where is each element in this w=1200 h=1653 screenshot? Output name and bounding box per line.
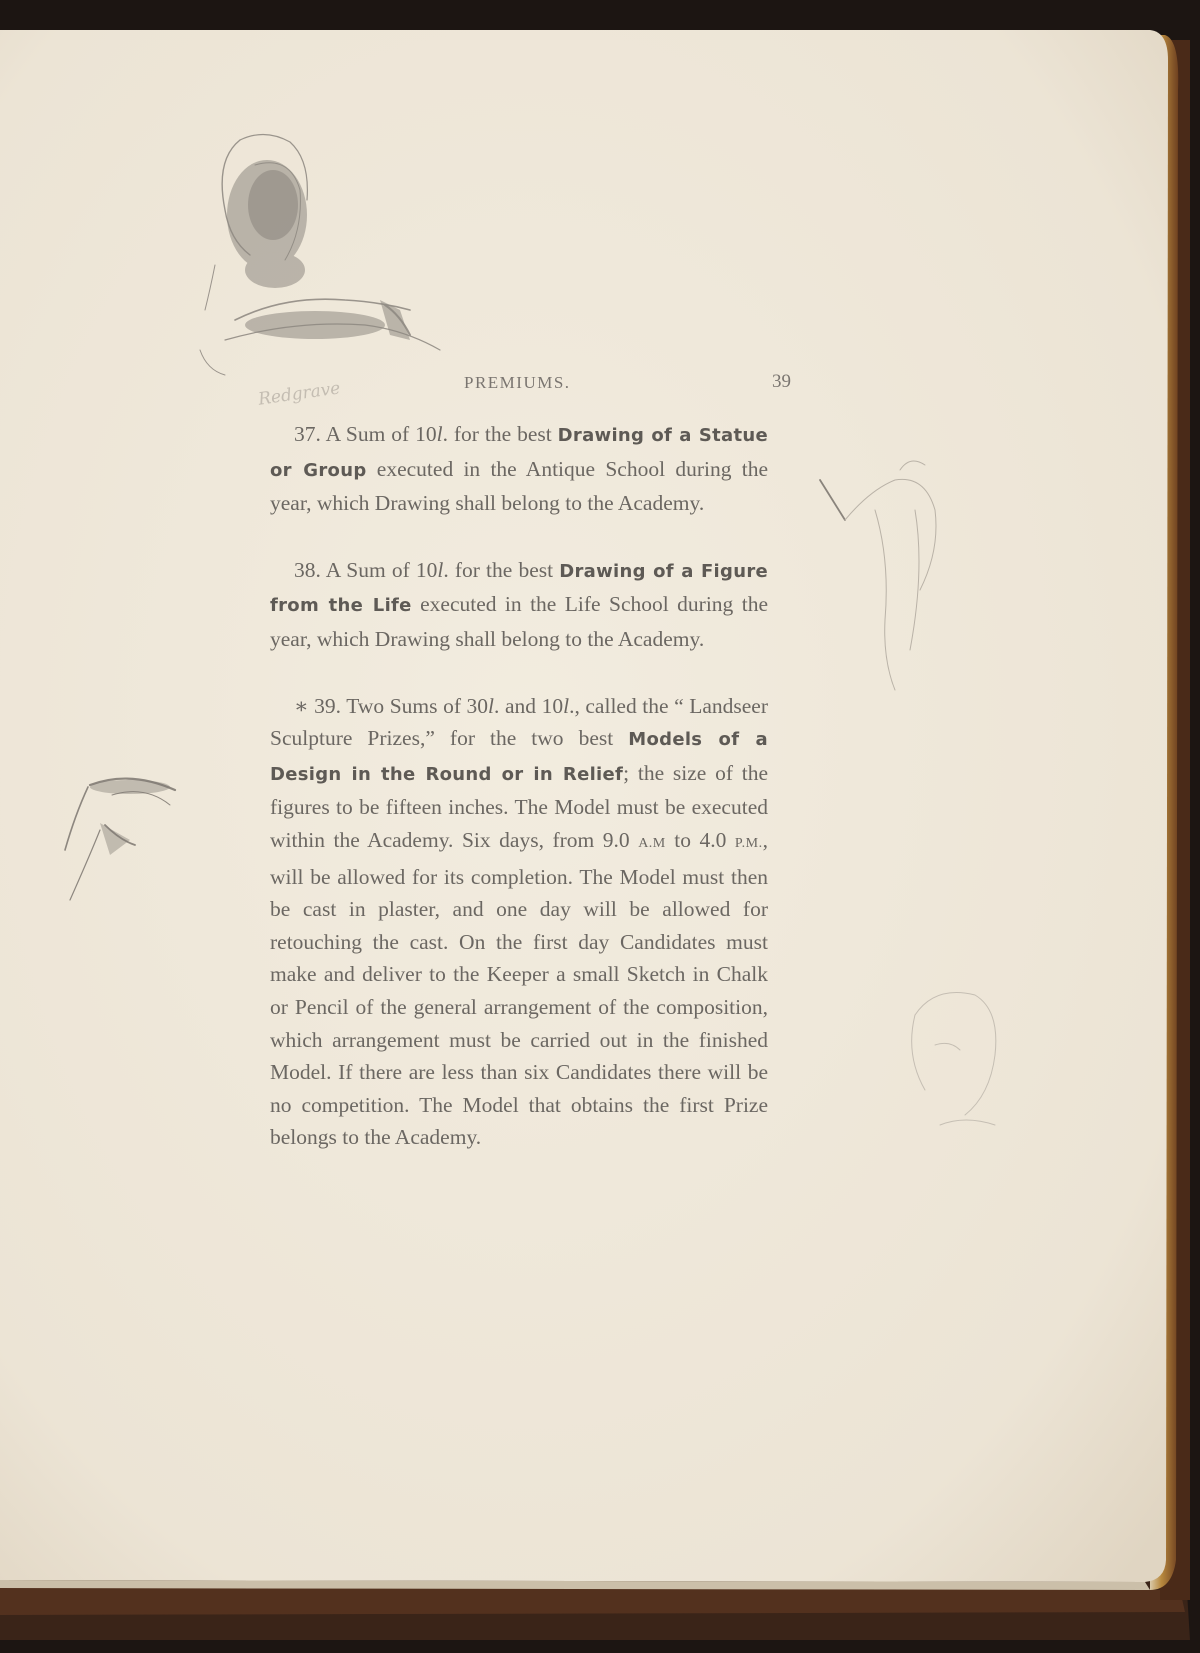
text-run: executed in the Life School during the year, which Drawing shall belong to the Academy.	[270, 592, 768, 651]
hand-sketch-icon	[50, 755, 190, 915]
page-body	[270, 418, 768, 1154]
text-run: 38. A Sum of 10	[294, 557, 438, 582]
paragraph-37	[270, 418, 768, 520]
text-run: 37. A Sum of 10	[294, 422, 437, 446]
pencil-signature: Redgrave	[257, 378, 342, 410]
face-sketch-icon	[895, 975, 1015, 1135]
text-run: Models of a Design in the Round or in Relief	[270, 729, 769, 785]
text-run: l	[436, 422, 443, 446]
figure-sketch-icon	[815, 450, 965, 700]
text-run: , will be allowed for its completion. The Model must then be cast in plaster, and one day will be allowed for retouching the cast. On the first day Candidates must make and deliver to the Keeper a small Sketch in Chalk or Pencil of the general arrangement of the composition, which arrangement must be carried out in the finished Model. If there are less than six Candidates there will be no competition. The Model that obtains the first Prize belongs to the Academy.	[270, 827, 768, 1150]
text-run: ., called the “ Landseer Sculpture Prizes,” for the two best	[270, 693, 769, 751]
text-run: A.M	[638, 835, 666, 851]
head-sketch-icon	[195, 120, 485, 380]
text-run: . for the best	[442, 422, 558, 446]
text-run: P.M.	[734, 835, 763, 851]
text-run: to 4.0	[665, 827, 735, 852]
text-run: Drawing of a Statue or Group	[270, 425, 768, 481]
text-run: ∗ 39. Two Sums of 30	[294, 693, 489, 718]
text-run: Drawing of a Figure from the Life	[270, 560, 769, 617]
text-run: l	[437, 557, 444, 582]
paragraph-39	[270, 690, 768, 1154]
text-run: ; the size of the figures to be fifteen inches. The Model must be executed within the Academy. Six days, from 9.0	[270, 760, 768, 852]
text-run: l	[563, 693, 570, 718]
running-head: PREMIUMS.	[464, 373, 571, 392]
page-number: 39	[772, 371, 791, 392]
text-run: . and 10	[494, 693, 564, 718]
text-run: executed in the Antique School during the year, which Drawing shall belong to the Academy.	[270, 456, 768, 516]
text-run: . for the best	[443, 557, 560, 582]
text-run: l	[488, 693, 495, 718]
paragraph-38	[270, 554, 768, 656]
